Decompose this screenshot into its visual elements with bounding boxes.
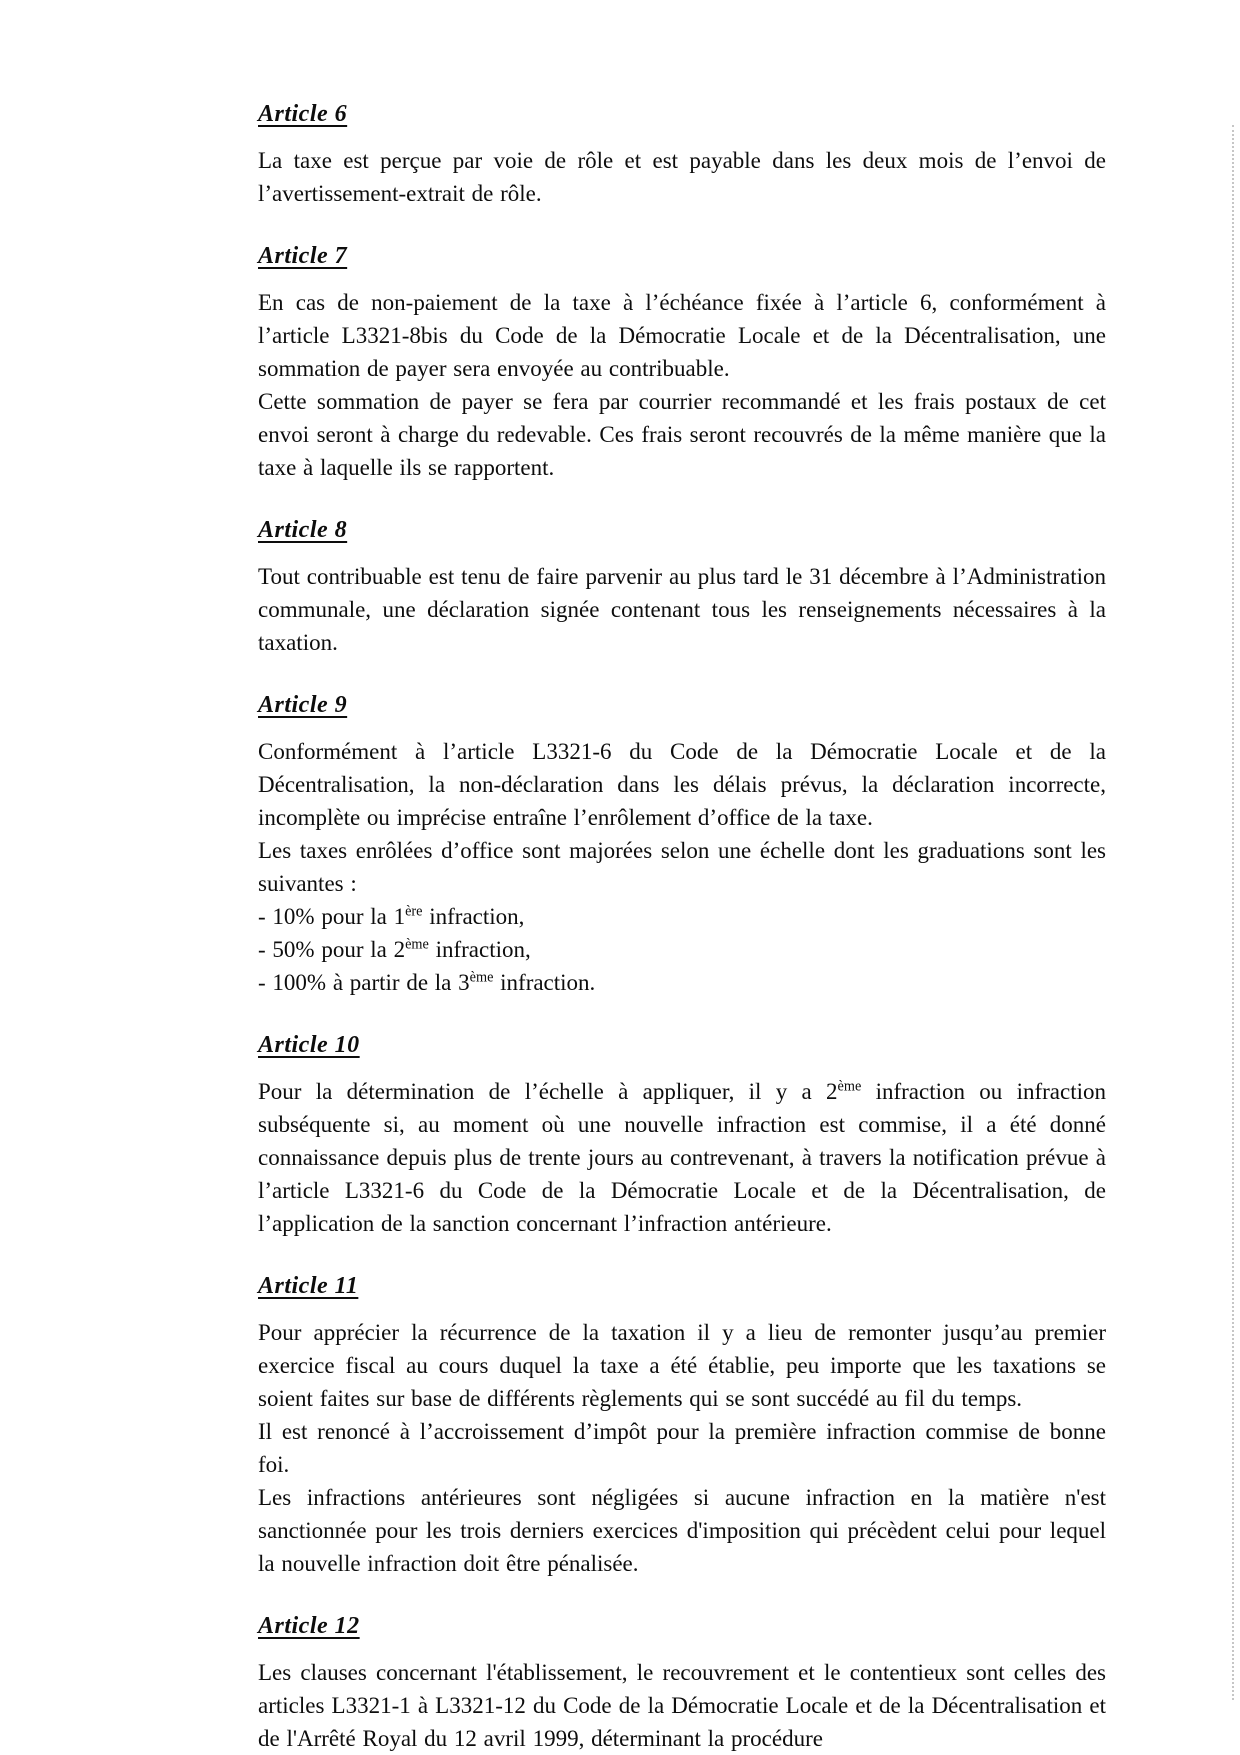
article-section xyxy=(258,1610,1106,1755)
article-paragraph: Tout contribuable est tenu de faire parvenir au plus tard le 31 décembre à l’Administration communale, une déclaration signée contenant tous les renseignements nécessaires à la taxation. xyxy=(258,564,1106,655)
article-paragraph: En cas de non-paiement de la taxe à l’échéance fixée à l’article 6, conformément à l’article L3321-8bis du Code de la Démocratie Locale et de la Décentralisation, une sommation de payer sera envoyée au contribuable. xyxy=(258,290,1106,381)
article-heading: Article 8 xyxy=(258,517,348,543)
article-section xyxy=(258,1029,1106,1240)
ordinal-superscript: ème xyxy=(469,969,494,986)
article-paragraph: Pour apprécier la récurrence de la taxation il y a lieu de remonter jusqu’au premier exercice fiscal au cours duquel la taxe a été établie, peu importe que les taxations se soient faites sur base de différents règlements qui se sont succédé au fil du temps. xyxy=(258,1320,1106,1411)
article-section xyxy=(258,514,1106,659)
article-section xyxy=(258,1270,1106,1580)
ordinal-superscript: ère xyxy=(405,903,423,920)
scan-artifact-line xyxy=(1232,125,1234,1700)
article-heading: Article 11 xyxy=(258,1273,359,1299)
article-paragraph: Cette sommation de payer se fera par courrier recommandé et les frais postaux de cet envoi seront à charge du redevable. Ces frais seront recouvrés de la même manière que la taxe à laquelle ils se rapportent. xyxy=(258,389,1106,480)
ordinal-superscript: ème xyxy=(837,1078,862,1095)
article-heading: Article 6 xyxy=(258,101,348,127)
ordinal-superscript: ème xyxy=(405,936,429,953)
article-paragraph: - 10% pour la 1ère infraction, xyxy=(258,903,525,929)
article-section xyxy=(258,98,1106,210)
article-section xyxy=(258,689,1106,999)
article-paragraph: Pour la détermination de l’échelle à appliquer, il y a 2ème infraction ou infraction subséquente si, au moment où une nouvelle infraction est commise, il a été donné connaissance depuis plus de trente jours au contrevenant, à travers la notification prévue à l’article L3321-6 du Code de la Démocratie Locale et de la Décentralisation, de l’application de la sanction concernant l’infraction antérieure. xyxy=(258,1078,1106,1236)
article-paragraph: - 50% pour la 2ème infraction, xyxy=(258,936,531,962)
article-paragraph: - 100% à partir de la 3ème infraction. xyxy=(258,969,596,995)
article-paragraph: Il est renoncé à l’accroissement d’impôt pour la première infraction commise de bonne foi. xyxy=(258,1419,1106,1477)
article-section xyxy=(258,240,1106,484)
articles xyxy=(258,98,1106,1755)
article-heading: Article 7 xyxy=(258,243,348,269)
article-paragraph: Les clauses concernant l'établissement, le recouvrement et le contentieux sont celles des articles L3321-1 à L3321-12 du Code de la Démocratie Locale et de la Décentralisation et de l'Arrêté Royal du 12 avril 1999, déterminant la procédure xyxy=(258,1660,1106,1751)
article-paragraph: Conformément à l’article L3321-6 du Code de la Démocratie Locale et de la Décentralisation, la non-déclaration dans les délais prévus, la déclaration incorrecte, incomplète ou imprécise entraîne l’enrôlement d’office de la taxe. xyxy=(258,739,1106,830)
article-heading: Article 12 xyxy=(258,1613,360,1639)
article-heading: Article 10 xyxy=(258,1032,360,1058)
article-paragraph: Les infractions antérieures sont négligées si aucune infraction en la matière n'est sanctionnée pour les trois derniers exercices d'imposition qui précèdent celui pour lequel la nouvelle infraction doit être pénalisée. xyxy=(258,1485,1106,1576)
article-paragraph: La taxe est perçue par voie de rôle et est payable dans les deux mois de l’envoi de l’avertissement-extrait de rôle. xyxy=(258,148,1106,206)
article-paragraph: Les taxes enrôlées d’office sont majorées selon une échelle dont les graduations sont les suivantes : xyxy=(258,838,1106,896)
article-heading: Article 9 xyxy=(258,692,348,718)
